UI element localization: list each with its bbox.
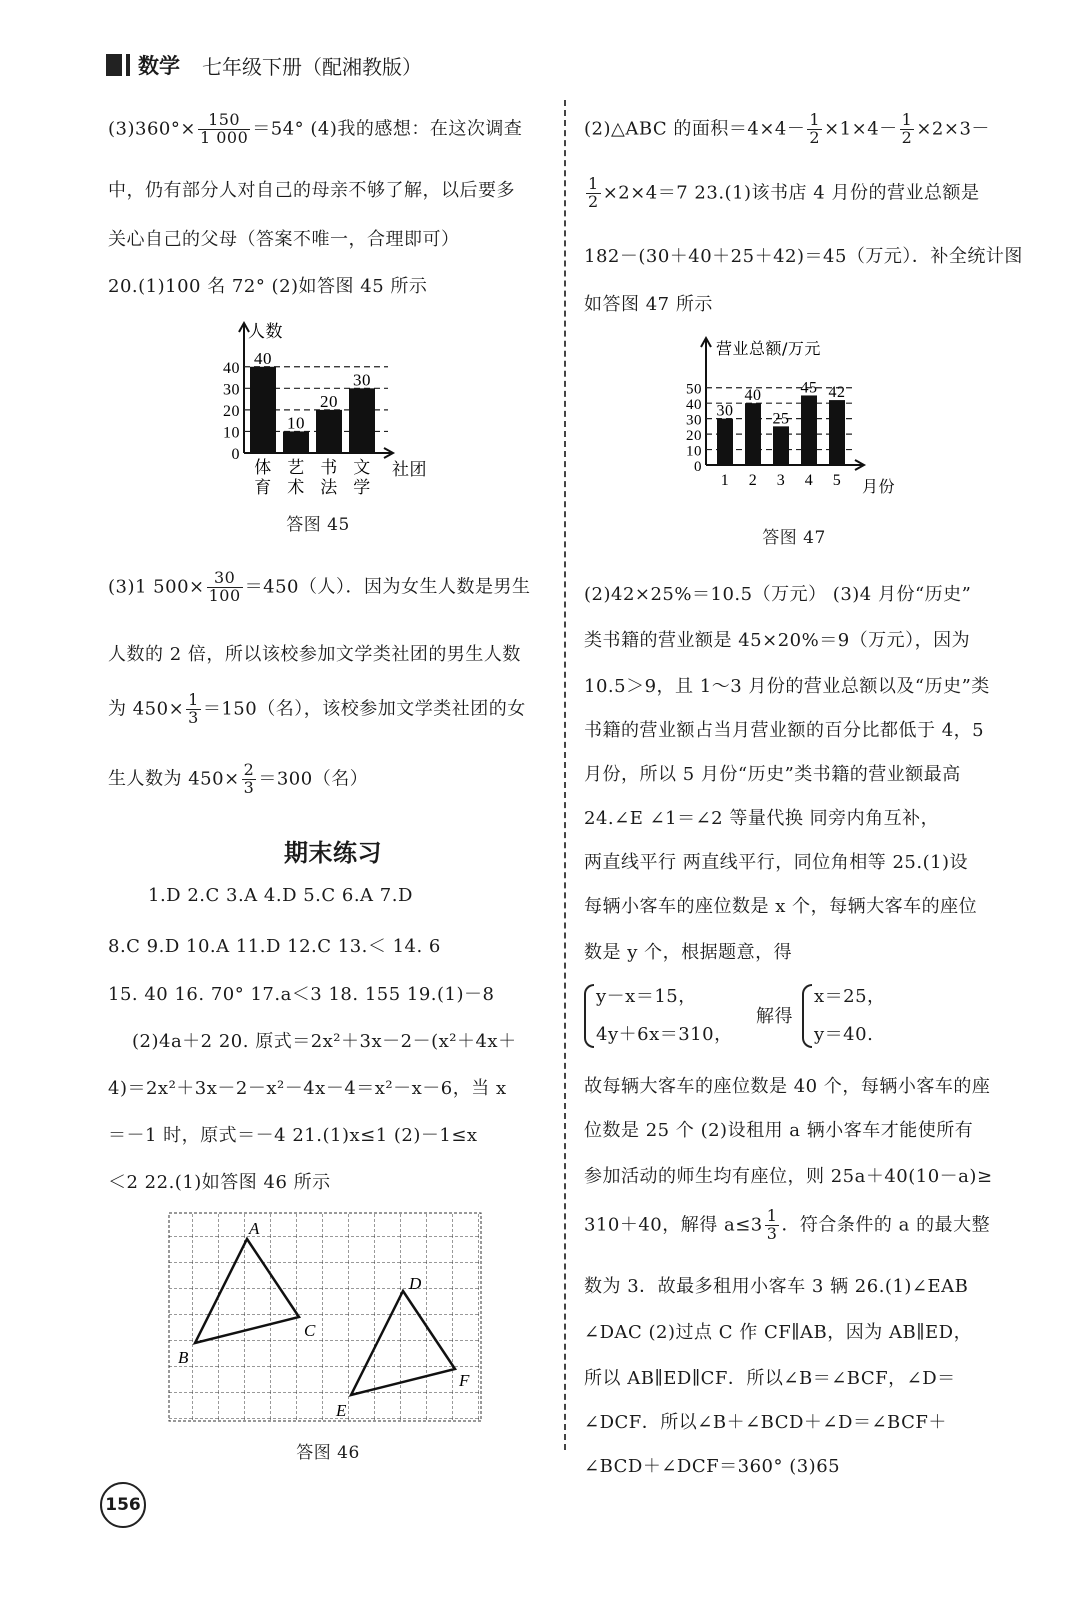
x-axis-label: 社团 [392,460,427,480]
answer-line: 如答图 47 所示 [584,294,713,315]
y-tick-label: 30 [686,412,702,429]
y-tick-label: 10 [686,443,702,460]
answer-line: 数为 3．故最多租用小客车 3 辆 26.(1)∠EAB [584,1276,969,1297]
bar [829,400,845,465]
bar [250,367,276,453]
header-subject: 数学 [138,54,180,78]
answer-line: 人数的 2 倍，所以该校参加文学类社团的男生人数 [108,644,521,665]
answer-line: 24.∠E ∠1＝∠2 等量代换 同旁内角互补， [584,808,940,829]
y-tick-label: 20 [686,428,702,445]
column-divider [564,100,566,1450]
answer-line: 类书籍的营业额是 45×20%＝9（万元），因为 [584,630,971,651]
x-axis-label: 月份 [862,477,896,496]
answer-line: 所以 AB∥ED∥CF．所以∠B＝∠BCF，∠D＝ [584,1368,956,1389]
x-tick-label: 育 [254,478,272,498]
fraction: $\frac{30}{100}$ [208,568,241,605]
data-label: 40 [254,348,272,368]
fraction: $\frac{2}{3}$ [243,760,255,797]
bar [283,431,309,453]
point-label-f: F [459,1371,470,1390]
answer-line: (2)4a＋2 20. 原式＝2x²＋3x－2－(x²＋4x＋ [132,1031,517,1052]
data-label: 42 [828,384,846,402]
y-tick-label: 10 [223,424,240,442]
answer-line: 生人数为 450× $\frac{2}{3}$ ＝300（名） [108,760,369,797]
section-title: 期末练习 [284,839,382,867]
x-tick-label: 2 [748,472,758,489]
header-mark-icon-thin [126,54,130,76]
answer-line: 15. 40 16. 70° 17.a＜3 18. 155 19.(1)－8 [108,984,495,1005]
brace-icon [802,984,812,1048]
data-label: 25 [772,410,790,428]
bar [717,419,733,465]
answer-line: 两直线平行 两直线平行，同位角相等 25.(1)设 [584,852,969,873]
answer-line: $\frac{1}{2}$ ×2×4＝7 23.(1)该书店 4 月份的营业总额是 [588,174,980,211]
data-label: 30 [716,402,734,420]
answer-line: (2)△ABC 的面积＝4×4－ $\frac{1}{2}$ ×1×4－ $\frac{1}{2}$ ×2×3－ [584,110,990,147]
answer-line: (3)1 500× $\frac{30}{100}$ ＝450（人）．因为女生人数是男生 [108,568,531,605]
grid-background [169,1213,481,1421]
point-label-a: A [249,1219,260,1238]
left-column [108,100,553,1480]
data-label: 10 [287,413,305,433]
x-tick-label: 学 [353,478,371,498]
answer-line: 为 450× $\frac{1}{3}$ ＝150（名），该校参加文学类社团的女 [108,690,526,727]
bar [745,403,761,465]
answer-line: ＝－1 时，原式＝－4 21.(1)x≤1 (2)－1≤x [108,1125,478,1146]
figure-caption: 答图 46 [296,1443,360,1463]
fraction: $\frac{1}{3}$ [766,1206,778,1243]
x-tick-label: 法 [320,478,338,498]
answer-line: 每辆小客车的座位数是 x 个，每辆大客车的座位 [584,896,978,917]
right-column [584,100,1034,1480]
bar-chart-fig47 [684,330,924,520]
figure-caption: 答图 47 [762,528,826,548]
answer-line: 数是 y 个，根据题意，得 [584,942,793,963]
x-tick-label: 术 [287,478,305,498]
answer-line: (2)42×25%＝10.5（万元） (3)4 月份“历史” [584,584,972,605]
header-grade: 七年级下册（配湘教版） [202,54,422,79]
fraction: $\frac{1}{2}$ [588,174,599,211]
x-tick-label: 艺 [287,458,305,478]
answer-line: 10.5＞9，且 1～3 月份的营业总额以及“历史”类 [584,676,990,697]
x-tick-label: 5 [832,472,842,489]
answer-line: ＜2 22.(1)如答图 46 所示 [108,1172,331,1193]
answer-line: 中，仍有部分人对自己的母亲不够了解，以后要多 [108,180,515,201]
y-tick-label: 20 [223,402,240,420]
x-tick-label: 文 [353,458,371,478]
data-label: 20 [320,391,338,411]
y-axis-label: 营业总额/万元 [716,339,821,358]
x-tick-label: 3 [776,472,786,489]
answer-line: 位数是 25 个 (2)设租用 a 辆小客车才能使所有 [584,1120,974,1141]
answer-line: ∠DCF．所以∠B＋∠BCD＋∠D＝∠BCF＋ [584,1412,947,1433]
answer-line: 310＋40，解得 a≤3 $\frac{1}{3}$ ．符合条件的 a 的最大整 [584,1206,991,1243]
answer-line: 月份，所以 5 月份“历史”类书籍的营业额最高 [584,764,961,785]
x-tick-label: 书 [320,458,338,478]
y-tick-label: 40 [686,397,702,414]
answer-line: 182－(30＋40＋25＋42)＝45（万元）．补全统计图 [584,246,1023,267]
answer-line: 书籍的营业额占当月营业额的百分比都低于 4，5 [584,720,985,741]
x-tick-label: 4 [804,472,814,489]
point-label-b: B [178,1348,189,1367]
data-label: 40 [744,387,762,405]
data-label: 30 [353,370,371,390]
data-label: 45 [800,379,818,397]
answer-line: 故每辆大客车的座位数是 40 个，每辆小客车的座 [584,1076,991,1097]
bar [773,426,789,465]
bar [349,388,375,453]
fraction: $\frac{1}{3}$ [188,690,199,727]
page-header [106,50,422,80]
figure-caption: 答图 45 [286,515,350,535]
bar-chart-fig45 [218,315,448,505]
fraction: $\frac{1}{2}$ [809,110,821,147]
answer-line: 8.C 9.D 10.A 11.D 12.C 13.＜ 14. 6 [108,936,441,957]
point-label-e: E [336,1401,347,1420]
answer-line: 参加活动的师生均有座位，则 25a＋40(10－a)≥ [584,1166,993,1187]
grid-figure-46 [166,1210,496,1435]
answer-line: 关心自己的父母（答案不唯一，合理即可） [108,229,460,250]
answer-line: 20.(1)100 名 72° (2)如答图 45 所示 [108,276,428,297]
bar [801,395,817,465]
y-tick-label: 0 [694,459,702,475]
point-label-c: C [304,1321,316,1340]
y-tick-label: 0 [231,446,240,463]
answer-line: 4)＝2x²＋3x－2－x²－4x－4＝x²－x－6，当 x [108,1078,507,1099]
answer-line: 1.D 2.C 3.A 4.D 5.C 6.A 7.D [148,885,413,906]
page-number: 156 [100,1482,146,1528]
header-mark-icon [106,54,122,76]
brace-icon [584,984,594,1048]
y-tick-label: 40 [223,359,240,377]
y-tick-label: 50 [686,381,702,398]
y-tick-label: 30 [223,381,240,399]
answer-line: ∠DAC (2)过点 C 作 CF∥AB，因为 AB∥ED， [584,1322,973,1343]
equation-system: y－x＝15， 4y＋6x＝310， 解得 x＝25， y＝40. [584,980,1004,1050]
point-label-d: D [409,1274,422,1293]
bar [316,410,342,453]
answer-line: (3)360°× $\frac{150}{1 000}$ ＝54° (4)我的感想：在这次调查 [108,110,523,147]
x-tick-label: 1 [720,472,730,489]
fraction: $\frac{1}{2}$ [901,110,913,147]
fraction: $\frac{150}{1 000}$ [199,110,249,147]
x-tick-label: 体 [254,458,272,478]
answer-line: ∠BCD＋∠DCF＝360° (3)65 [584,1456,841,1477]
y-axis-label: 人数 [248,322,283,342]
